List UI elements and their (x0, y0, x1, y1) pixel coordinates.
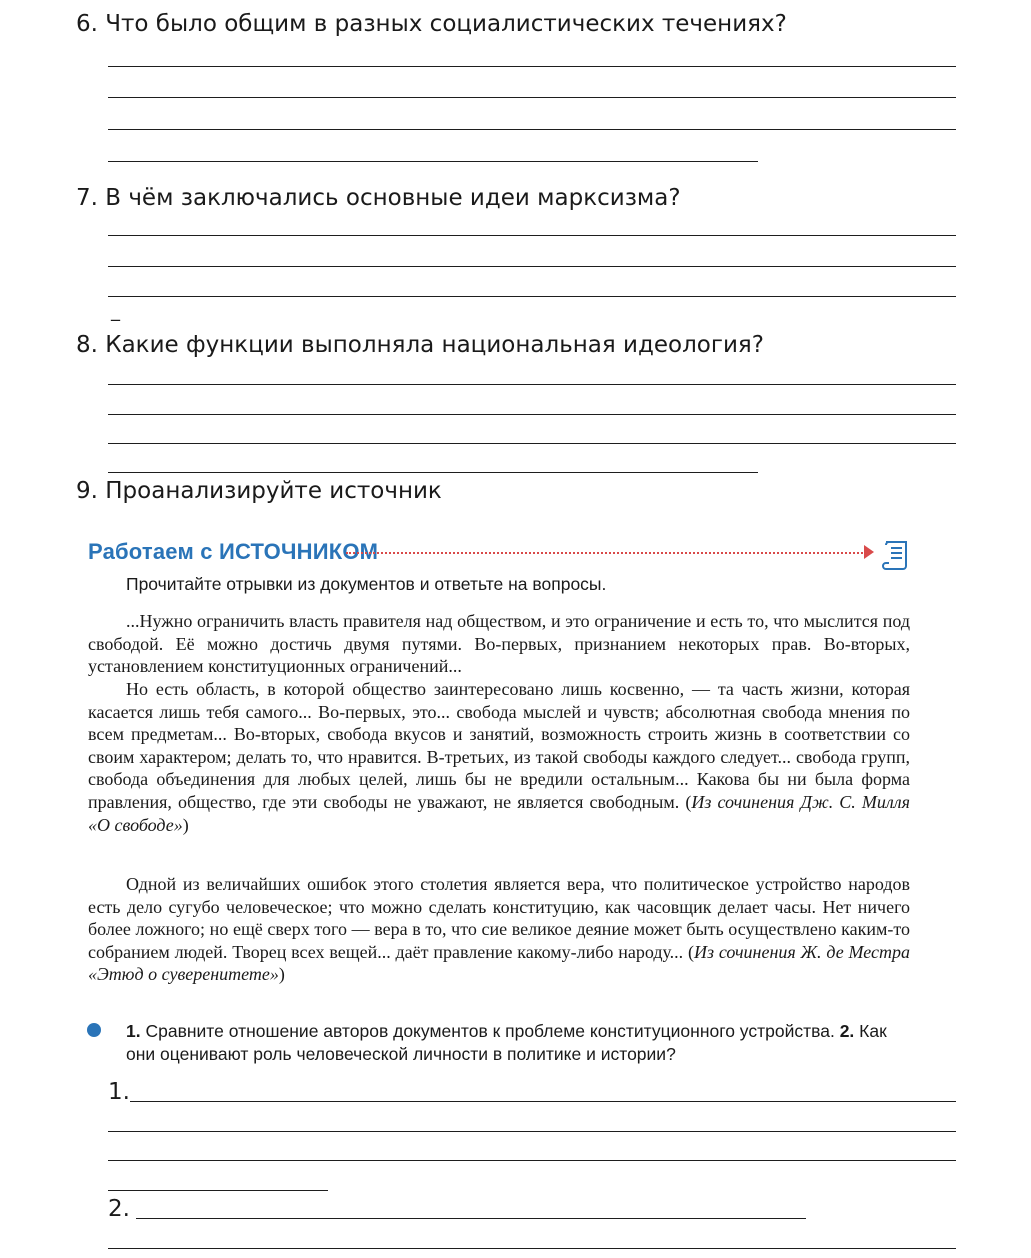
question-6: 6. Что было общим в разных социалистических течениях? (76, 11, 787, 37)
answer-line[interactable] (108, 384, 956, 385)
source-instruction: Прочитайте отрывки из документов и ответьте на вопросы. (126, 574, 607, 594)
source-excerpt-1 (88, 610, 910, 678)
question-8: 8. Какие функции выполняла национальная идеология? (76, 332, 764, 358)
task-bullet (87, 1023, 101, 1037)
answer-line[interactable] (130, 1101, 956, 1102)
answer-line[interactable] (108, 1248, 956, 1249)
excerpt-citation: Из сочинения Дж. С. Милля «О свободе» (88, 791, 910, 835)
answer-line[interactable] (108, 1160, 956, 1161)
answer-line[interactable] (108, 472, 758, 473)
dotted-leader (346, 552, 866, 554)
answer-line[interactable] (108, 66, 956, 67)
answer-1-label: 1. (108, 1079, 130, 1105)
answer-line[interactable] (108, 1131, 956, 1132)
task-number: 2. (839, 1021, 855, 1041)
answer-line[interactable] (108, 296, 956, 297)
excerpt-text-end: ) (182, 814, 189, 835)
answer-line[interactable] (108, 97, 956, 98)
source-excerpt-3 (88, 873, 910, 986)
task-number: 1. (126, 1021, 141, 1041)
answer-line[interactable] (108, 443, 956, 444)
source-excerpt-2 (88, 678, 910, 836)
scroll-document-icon (880, 538, 912, 572)
excerpt-text: Но есть область, в которой общество заинтересовано лишь косвенно, — та часть жизни, которая касается лишь тебя самого... Во-первых, это... свобода мыслей и чувств; абсолютная свобода мнения по всем предметам... Во-вторых, свобода вкусов и занятий, возможность строить жизнь в соответствии со своим характером; делать то, что нравится. В-третьих, из такой свободы каждого следует... свобода групп, свобода объединения для любых целей, лишь бы не вредили остальным... Какова бы ни была форма правления, общество, где эти свободы не уважают, не является свободным. ( (88, 679, 910, 812)
answer-line[interactable] (108, 161, 758, 162)
answer-line[interactable] (136, 1218, 806, 1219)
answer-line[interactable] (108, 235, 956, 236)
question-9: 9. Проанализируйте источник (76, 478, 442, 504)
excerpt-text-end: ) (278, 964, 285, 985)
excerpt-citation: Из сочинения Ж. де Местра «Этюд о суверенитете» (88, 941, 911, 985)
excerpt-text: ...Нужно ограничить власть правителя над обществом, и это ограничение и есть то, что мыслится под свободой. Её можно достичь двумя путями. Во-первых, признанием некоторых прав. Во-вторых, установлением конституционных ограничений... (88, 611, 910, 677)
answer-line[interactable] (108, 129, 956, 130)
answer-2-label: 2. (108, 1196, 130, 1222)
source-task (126, 1020, 912, 1066)
excerpt-text: Одной из величайших ошибок этого столетия является вера, что политическое устройство народов есть дело сугубо человеческое; что можно сделать конституцию, как часовщик делает часы. Нет ничего более ложного; но ещё сверх того — вера в то, что сие великое деяние может быть осуществлено каким-то собранием людей. Творец всех вещей... даёт правление какому-либо народу... ( (88, 874, 910, 962)
arrow-icon (864, 545, 874, 559)
question-7: 7. В чём заключались основные идеи марксизма? (76, 185, 681, 211)
answer-line[interactable] (108, 1190, 328, 1191)
answer-line[interactable] (108, 414, 956, 415)
stray-underscore: _ (111, 301, 120, 322)
answer-line[interactable] (108, 266, 956, 267)
task-text: Сравните отношение авторов документов к проблеме конституционного устройства. (140, 1021, 840, 1041)
source-section-title: Работаем с ИСТОЧНИКОМ (88, 539, 379, 564)
task-text: Как они оценивают роль человеческой личности в политике и истории? (126, 1021, 887, 1064)
